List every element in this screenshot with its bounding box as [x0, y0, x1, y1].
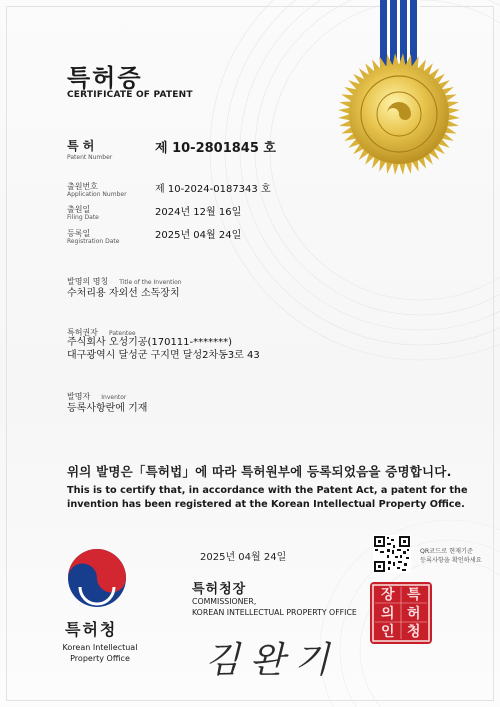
qr-code-note — [420, 547, 482, 565]
official-stamp-frame — [370, 582, 432, 644]
seal-ray — [399, 53, 405, 65]
inventor-label-english: Inventor — [101, 394, 127, 401]
invention-title: 수처리용 자외선 소독장치 — [67, 288, 180, 299]
certification-statement-english: This is to certify that, in accordance with the Patent Act, a patent for the invention has been registered at the Korean Intellectual Property Office. — [67, 485, 468, 510]
commissioner-title-english-line1: COMMISSIONER, — [192, 597, 257, 606]
stamp-glyph: 장 — [381, 587, 395, 603]
application-label-korean: 출원번호 — [67, 182, 98, 191]
patentee-label-korean: 특허권자 — [67, 328, 98, 337]
patent-number: 제 10-2801845 호 — [155, 141, 276, 156]
patentee-address: 대구광역시 달성군 구지면 달성2차동3로 43 — [67, 350, 260, 361]
filing-date-label-korean: 출원일 — [67, 205, 91, 214]
seal-ray — [393, 53, 399, 65]
certificate-title-korean: 특허증 — [67, 64, 143, 92]
gold-seal-icon — [337, 52, 461, 176]
qr-code-note-line2: 등록사항을 확인하세요 — [420, 557, 482, 564]
inventor-label-korean: 발명자 — [67, 392, 91, 401]
seal-ray — [399, 163, 405, 175]
certificate-title-english: CERTIFICATE OF PATENT — [67, 90, 193, 100]
registration-date-label-korean: 등록일 — [67, 229, 91, 238]
registration-date: 2025년 04월 24일 — [155, 230, 242, 241]
issue-date: 2025년 04월 24일 — [200, 552, 287, 563]
stamp-glyph: 의 — [381, 606, 395, 622]
seal-ray — [448, 114, 460, 120]
office-name-english — [55, 642, 145, 664]
application-number: 제 10-2024-0187343 호 — [155, 184, 271, 195]
stamp-glyph: 청 — [407, 624, 421, 640]
registration-date-label-english: Registration Date — [67, 238, 120, 245]
qr-code-note-line1: QR코드로 현재기준 — [420, 548, 473, 555]
filing-date: 2024년 12월 16일 — [155, 207, 242, 218]
seal-ray — [393, 163, 399, 175]
korea-government-logo-icon — [66, 547, 128, 609]
office-name-english-line1: Korean Intellectual — [62, 643, 138, 652]
stamp-glyph: 허 — [407, 606, 421, 622]
invention-label-korean: 발명의 명칭 — [67, 277, 109, 286]
filing-date-label-english: Filing Date — [67, 214, 99, 221]
stamp-glyph: 특 — [407, 587, 421, 603]
seal-ray — [448, 108, 460, 114]
seal-ray — [338, 114, 350, 120]
stamp-glyph: 인 — [381, 624, 395, 640]
commissioner-title-english-line2: KOREAN INTELLECTUAL PROPERTY OFFICE — [192, 608, 357, 617]
commissioner-signature: 김완기 — [205, 640, 340, 681]
certification-statement-korean: 위의 발명은「특허법」에 따라 특허원부에 등록되었음을 증명합니다. — [67, 464, 452, 479]
invention-label-english: Title of the Invention — [119, 279, 182, 286]
application-label-english: Application Number — [67, 191, 127, 198]
patentee-label-english: Patentee — [109, 330, 136, 337]
seal-ray — [338, 108, 350, 114]
official-stamp-icon — [370, 582, 432, 644]
office-name-korean: 특허청 — [65, 620, 118, 639]
qr-code-icon[interactable] — [373, 535, 411, 573]
patent-label-korean: 특 허 — [67, 139, 95, 153]
commissioner-title-english — [192, 596, 357, 618]
office-name-english-line2: Property Office — [70, 654, 130, 663]
patent-label-english: Patent Number — [67, 154, 113, 161]
inventor-value: 등록사항란에 기재 — [67, 403, 148, 414]
commissioner-title-korean: 특허청장 — [192, 582, 247, 597]
patentee-name: 주식회사 오성기공(170111-*******) — [67, 337, 233, 348]
